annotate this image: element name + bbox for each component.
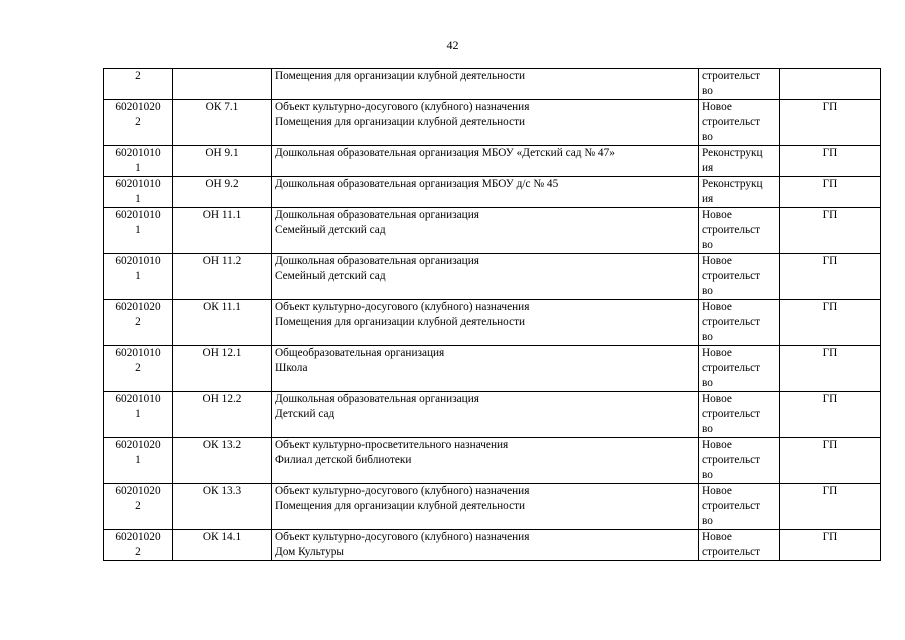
table-row [104,300,881,346]
source-cell: ГП [780,208,881,254]
object-index-cell: ОК 13.3 [173,484,272,530]
object-name-cell: Объект культурно-досугового (клубного) назначения Помещения для организации клубной деятельности [272,484,699,530]
work-type-cell: Новое строительст во [699,484,780,530]
object-index-cell: ОК 14.1 [173,530,272,561]
work-type-cell: строительст во [699,69,780,100]
work-type-cell: Реконструкц ия [699,177,780,208]
object-code-cell: 60201020 2 [104,300,173,346]
source-cell: ГП [780,484,881,530]
work-type-cell: Реконструкц ия [699,146,780,177]
object-name-cell: Дошкольная образовательная организация МБОУ «Детский сад № 47» [272,146,699,177]
object-code-cell: 60201010 1 [104,146,173,177]
table-body [104,69,881,561]
object-code-cell: 60201010 1 [104,177,173,208]
table-row [104,392,881,438]
object-code-cell: 60201010 2 [104,346,173,392]
work-type-cell: Новое строительст [699,530,780,561]
object-index-cell: ОН 12.1 [173,346,272,392]
table-row [104,346,881,392]
object-code-cell: 2 [104,69,173,100]
object-index-cell: ОН 11.1 [173,208,272,254]
object-index-cell [173,69,272,100]
object-name-cell: Дошкольная образовательная организация Семейный детский сад [272,208,699,254]
object-code-cell: 60201020 1 [104,438,173,484]
object-index-cell: ОН 11.2 [173,254,272,300]
object-index-cell: ОК 11.1 [173,300,272,346]
source-cell: ГП [780,146,881,177]
work-type-cell: Новое строительст во [699,392,780,438]
object-name-cell: Помещения для организации клубной деятельности [272,69,699,100]
source-cell: ГП [780,177,881,208]
object-name-cell: Объект культурно-досугового (клубного) назначения Помещения для организации клубной деятельности [272,100,699,146]
object-code-cell: 60201020 2 [104,530,173,561]
object-name-cell: Объект культурно-досугового (клубного) назначения Помещения для организации клубной деятельности [272,300,699,346]
table-row [104,208,881,254]
object-index-cell: ОН 12.2 [173,392,272,438]
work-type-cell: Новое строительст во [699,208,780,254]
table-row [104,254,881,300]
source-cell: ГП [780,530,881,561]
table-row [104,69,881,100]
object-index-cell: ОН 9.2 [173,177,272,208]
source-cell: ГП [780,392,881,438]
object-code-cell: 60201010 1 [104,254,173,300]
object-code-cell: 60201010 1 [104,392,173,438]
table-row [104,177,881,208]
work-type-cell: Новое строительст во [699,100,780,146]
source-cell: ГП [780,438,881,484]
object-index-cell: ОК 13.2 [173,438,272,484]
table-row [104,100,881,146]
object-name-cell: Общеобразовательная организация Школа [272,346,699,392]
object-code-cell: 60201020 2 [104,484,173,530]
object-code-cell: 60201010 1 [104,208,173,254]
objects-table [103,68,881,561]
table-row [104,530,881,561]
object-index-cell: ОК 7.1 [173,100,272,146]
source-cell: ГП [780,254,881,300]
object-name-cell: Дошкольная образовательная организация Детский сад [272,392,699,438]
work-type-cell: Новое строительст во [699,300,780,346]
source-cell: ГП [780,100,881,146]
source-cell [780,69,881,100]
table-row [104,438,881,484]
object-code-cell: 60201020 2 [104,100,173,146]
object-name-cell: Дошкольная образовательная организация Семейный детский сад [272,254,699,300]
work-type-cell: Новое строительст во [699,438,780,484]
table-row [104,484,881,530]
object-name-cell: Объект культурно-просветительного назначения Филиал детской библиотеки [272,438,699,484]
page-number: 42 [446,38,459,52]
object-index-cell: ОН 9.1 [173,146,272,177]
source-cell: ГП [780,300,881,346]
source-cell: ГП [780,346,881,392]
table-row [104,146,881,177]
work-type-cell: Новое строительст во [699,346,780,392]
object-name-cell: Дошкольная образовательная организация МБОУ д/с № 45 [272,177,699,208]
object-name-cell: Объект культурно-досугового (клубного) назначения Дом Культуры [272,530,699,561]
work-type-cell: Новое строительст во [699,254,780,300]
